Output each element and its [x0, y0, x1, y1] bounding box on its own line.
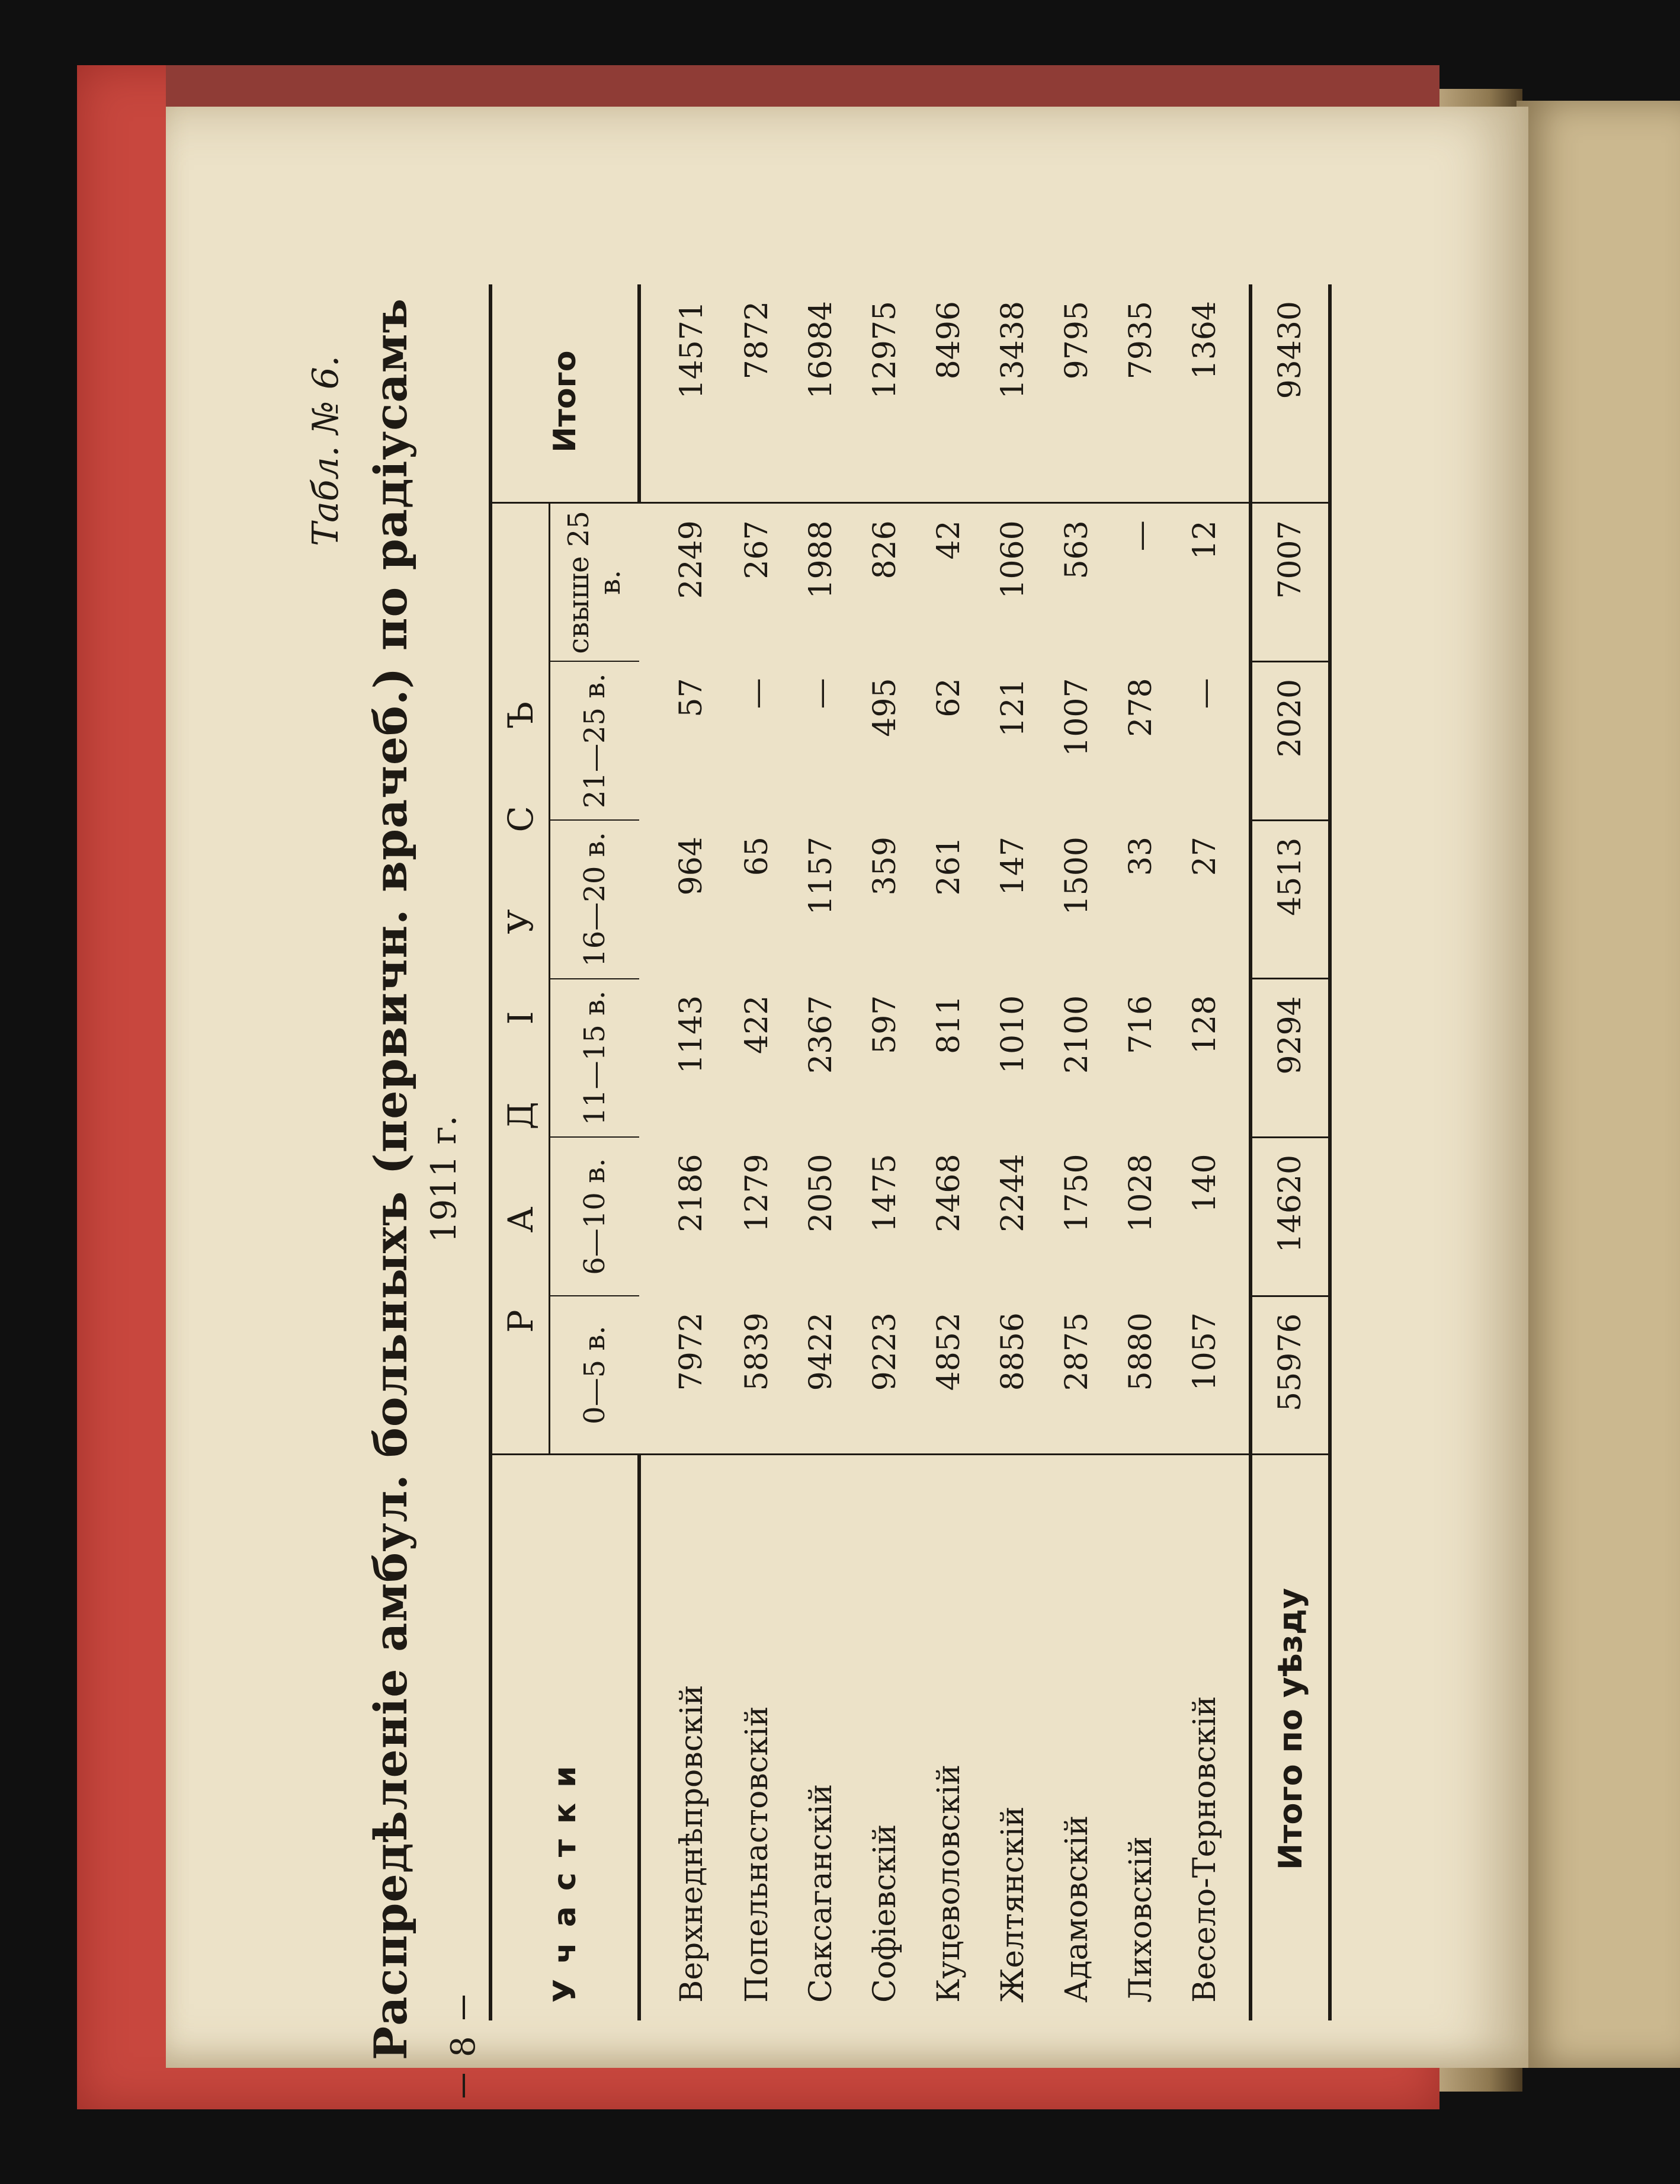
radius-value-cell: 2186: [673, 1154, 709, 1232]
radius-value-cell: 33: [1123, 837, 1159, 876]
table-row: [789, 284, 853, 2020]
page-number: [444, 1996, 483, 2097]
header-total: Итого: [490, 284, 639, 503]
radius-value-cell: 1060: [995, 520, 1031, 599]
header-radius-11-15: 11—15 в.: [550, 979, 640, 1138]
grand-total-cell: 93430: [1251, 284, 1330, 503]
radius-value-cell: 811: [931, 995, 967, 1054]
radius-value-cell: 2875: [1059, 1312, 1095, 1391]
radius-value-cell: 964: [673, 837, 709, 896]
header-radius-group: РАДІУСЪ: [490, 503, 550, 1455]
radius-value-cell: 1010: [995, 995, 1031, 1074]
radius-value-cell: 1988: [803, 520, 839, 599]
dash-left: [463, 2074, 465, 2097]
radius-value-cell: 7972: [673, 1312, 709, 1391]
table-total-row: [1251, 284, 1330, 2020]
radius-value-cell: —: [803, 678, 839, 709]
table-row: [725, 284, 789, 2020]
page-number-text: 8: [444, 2036, 483, 2057]
header-radius-21-25: 21—25 в.: [550, 661, 640, 820]
radius-value-cell: 147: [995, 837, 1031, 896]
radius-value-cell: 716: [1123, 995, 1159, 1054]
radius-value-cell: 5839: [739, 1312, 775, 1391]
radius-value-cell: 140: [1187, 1154, 1223, 1213]
radius-value-cell: 2468: [931, 1154, 967, 1232]
total-cell: 4513: [1251, 820, 1330, 979]
facing-page: [1517, 101, 1680, 2068]
radius-value-cell: 5880: [1123, 1312, 1159, 1391]
radius-value-cell: 826: [867, 520, 903, 579]
radius-value-cell: 267: [739, 520, 775, 579]
table-row: [639, 284, 725, 2020]
radius-value-cell: 278: [1123, 678, 1159, 737]
radius-value-cell: 261: [931, 837, 967, 896]
radius-value-cell: 2249: [673, 520, 709, 599]
header-districts: Участки: [490, 1455, 639, 2020]
table-row: [1109, 284, 1173, 2020]
radius-value-cell: 8856: [995, 1312, 1031, 1391]
radius-value-cell: 4852: [931, 1312, 967, 1391]
header-radius-16-20: 16—20 в.: [550, 820, 640, 979]
book-page: [166, 107, 1528, 2068]
district-name: Весело-Терновскій: [1173, 1455, 1251, 2020]
row-total-cell: 13438: [981, 284, 1045, 503]
dash-right: [463, 1996, 465, 2019]
radius-value-cell: 422: [739, 995, 775, 1054]
radius-value-cell: 597: [867, 995, 903, 1054]
radius-value-cell: 1028: [1123, 1154, 1159, 1232]
radius-value-cell: 62: [931, 678, 967, 718]
row-total-cell: 16984: [789, 284, 853, 503]
district-name: Адамовскій: [1045, 1455, 1109, 2020]
header-radius-6-10: 6—10 в.: [550, 1137, 640, 1296]
table-row: [853, 284, 917, 2020]
distribution-table: [489, 284, 1332, 2020]
rotated-page-content: [293, 267, 1309, 2092]
row-total-cell: 14571: [639, 284, 725, 503]
radius-value-cell: 9223: [867, 1312, 903, 1391]
radius-value-cell: 1057: [1187, 1312, 1223, 1391]
district-name: Попельнастовскій: [725, 1455, 789, 2020]
district-name: Саксаганскій: [789, 1455, 853, 2020]
row-total-cell: 7872: [725, 284, 789, 503]
district-name: Куцеволовскій: [917, 1455, 981, 2020]
total-cell: 9294: [1251, 979, 1330, 1138]
radius-value-cell: 2367: [803, 995, 839, 1074]
radius-value-cell: 495: [867, 678, 903, 737]
radius-value-cell: —: [739, 678, 775, 709]
district-name: Желтянскій: [981, 1455, 1045, 2020]
district-name: Софіевскій: [853, 1455, 917, 2020]
radius-value-cell: —: [1123, 520, 1159, 552]
radius-value-cell: 9422: [803, 1312, 839, 1391]
radius-value-cell: 1279: [739, 1154, 775, 1232]
radius-value-cell: 563: [1059, 520, 1095, 579]
radius-value-cell: 1007: [1059, 678, 1095, 757]
table-number: Табл. № 6.: [305, 356, 347, 546]
radius-value-cell: 128: [1187, 995, 1223, 1054]
table-row: [1045, 284, 1109, 2020]
radius-value-cell: 27: [1187, 837, 1223, 876]
radius-value-cell: 1475: [867, 1154, 903, 1232]
table-title: Распредѣленіе амбул. больныхъ (первичн. врачеб.) по радіусамъ: [364, 298, 417, 2061]
row-total-cell: 8496: [917, 284, 981, 503]
table-row: [917, 284, 981, 2020]
row-total-cell: 12975: [853, 284, 917, 503]
row-total-cell: 1364: [1173, 284, 1251, 503]
table-row: [1173, 284, 1251, 2020]
radius-value-cell: 42: [931, 520, 967, 560]
total-cell: 55976: [1251, 1296, 1330, 1455]
radius-value-cell: 2050: [803, 1154, 839, 1232]
radius-value-cell: 1157: [803, 837, 839, 915]
radius-value-cell: 1500: [1059, 837, 1095, 915]
header-radius-0-5: 0—5 в.: [550, 1296, 640, 1455]
radius-value-cell: 57: [673, 678, 709, 718]
cover-edge: [166, 65, 1439, 107]
table-year: 1911 г.: [424, 1115, 464, 1243]
radius-value-cell: —: [1187, 678, 1223, 709]
radius-value-cell: 2100: [1059, 995, 1095, 1074]
radius-value-cell: 359: [867, 837, 903, 896]
radius-value-cell: 2244: [995, 1154, 1031, 1232]
total-cell: 2020: [1251, 661, 1330, 820]
table-row: [981, 284, 1045, 2020]
radius-value-cell: 1143: [673, 995, 709, 1074]
table-body: [639, 284, 1251, 2020]
district-name: Верхнеднѣпровскій: [639, 1455, 725, 2020]
radius-value-cell: 65: [739, 837, 775, 876]
radius-value-cell: 12: [1187, 520, 1223, 560]
row-total-cell: 7935: [1109, 284, 1173, 503]
total-label: Итого по уѣзду: [1251, 1455, 1330, 2020]
radius-value-cell: 1750: [1059, 1154, 1095, 1232]
total-cell: 7007: [1251, 503, 1330, 662]
row-total-cell: 9795: [1045, 284, 1109, 503]
total-cell: 14620: [1251, 1137, 1330, 1296]
district-name: Лиховскій: [1109, 1455, 1173, 2020]
header-radius-over-25: свыше 25 в.: [562, 511, 627, 654]
radius-value-cell: 121: [995, 678, 1031, 737]
